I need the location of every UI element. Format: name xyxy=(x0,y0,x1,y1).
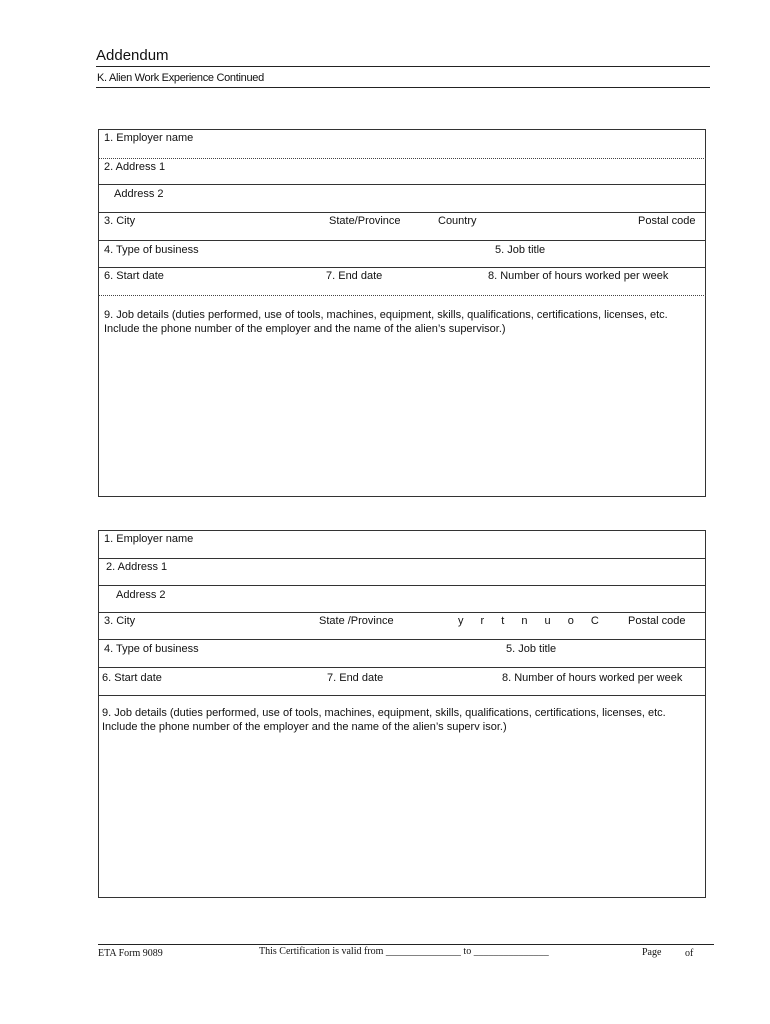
title-rule xyxy=(96,66,710,67)
certification-validity: This Certification is valid from _______________ to _______________ xyxy=(259,946,549,957)
postal-code-field[interactable]: Postal code xyxy=(638,215,696,227)
hours-per-week-field[interactable]: 8. Number of hours worked per week xyxy=(488,270,669,282)
row-divider xyxy=(98,184,706,185)
start-date-field[interactable]: 6. Start date xyxy=(104,270,164,282)
job-title-field[interactable]: 5. Job title xyxy=(495,244,546,256)
form-number: ETA Form 9089 xyxy=(98,948,163,959)
page-of-label: of xyxy=(685,948,694,959)
job-details-field[interactable] xyxy=(100,738,703,893)
address1-field[interactable]: 2. Address 1 xyxy=(106,561,168,573)
business-type-field[interactable]: 4. Type of business xyxy=(104,643,199,655)
row-divider xyxy=(98,695,706,696)
job-details-line-1: 9. Job details (duties performed, use of tools, machines, equipment, skills, qualifications, certifications, licenses, etc. xyxy=(102,707,666,719)
country-field[interactable]: y r t n u o C xyxy=(458,615,606,627)
row-divider xyxy=(98,240,706,241)
job-details-line-1: 9. Job details (duties performed, use of tools, machines, equipment, skills, qualifications, certifications, licenses, etc. xyxy=(104,309,668,321)
state-province-field[interactable]: State/Province xyxy=(329,215,401,227)
row-divider xyxy=(98,639,706,640)
row-divider xyxy=(98,585,706,586)
country-field[interactable]: Country xyxy=(438,215,477,227)
section-rule xyxy=(96,87,710,88)
page-title: Addendum xyxy=(96,47,169,64)
city-field[interactable]: 3. City xyxy=(104,615,136,627)
job-details-line-2: Include the phone number of the employer and the name of the alien’s supervisor.) xyxy=(104,323,506,335)
address2-field[interactable]: Address 2 xyxy=(116,589,166,601)
job-title-field[interactable]: 5. Job title xyxy=(506,643,557,655)
address1-field[interactable]: 2. Address 1 xyxy=(104,161,166,173)
row-divider xyxy=(98,295,706,296)
job-details-label xyxy=(102,706,666,734)
hours-per-week-field[interactable]: 8. Number of hours worked per week xyxy=(502,672,683,684)
business-type-field[interactable]: 4. Type of business xyxy=(104,244,199,256)
section-heading: K. Alien Work Experience Continued xyxy=(97,72,264,84)
employer-name-field[interactable]: 1. Employer name xyxy=(104,132,194,144)
row-divider xyxy=(98,558,706,559)
end-date-field[interactable]: 7. End date xyxy=(327,672,384,684)
job-details-field[interactable] xyxy=(100,340,703,492)
row-divider xyxy=(98,667,706,668)
row-divider xyxy=(98,158,706,159)
end-date-field[interactable]: 7. End date xyxy=(326,270,383,282)
job-details-line-2: Include the phone number of the employer and the name of the alien’s superv isor.) xyxy=(102,721,507,733)
page-label: Page xyxy=(642,947,662,958)
row-divider xyxy=(98,212,706,213)
postal-code-field[interactable]: Postal code xyxy=(628,615,686,627)
row-divider xyxy=(98,612,706,613)
row-divider xyxy=(98,267,706,268)
employer-name-field[interactable]: 1. Employer name xyxy=(104,533,194,545)
state-province-field[interactable]: State /Province xyxy=(319,615,394,627)
city-field[interactable]: 3. City xyxy=(104,215,136,227)
job-details-label xyxy=(104,308,668,336)
start-date-field[interactable]: 6. Start date xyxy=(102,672,162,684)
address2-field[interactable]: Address 2 xyxy=(114,188,164,200)
footer-rule xyxy=(98,944,714,945)
